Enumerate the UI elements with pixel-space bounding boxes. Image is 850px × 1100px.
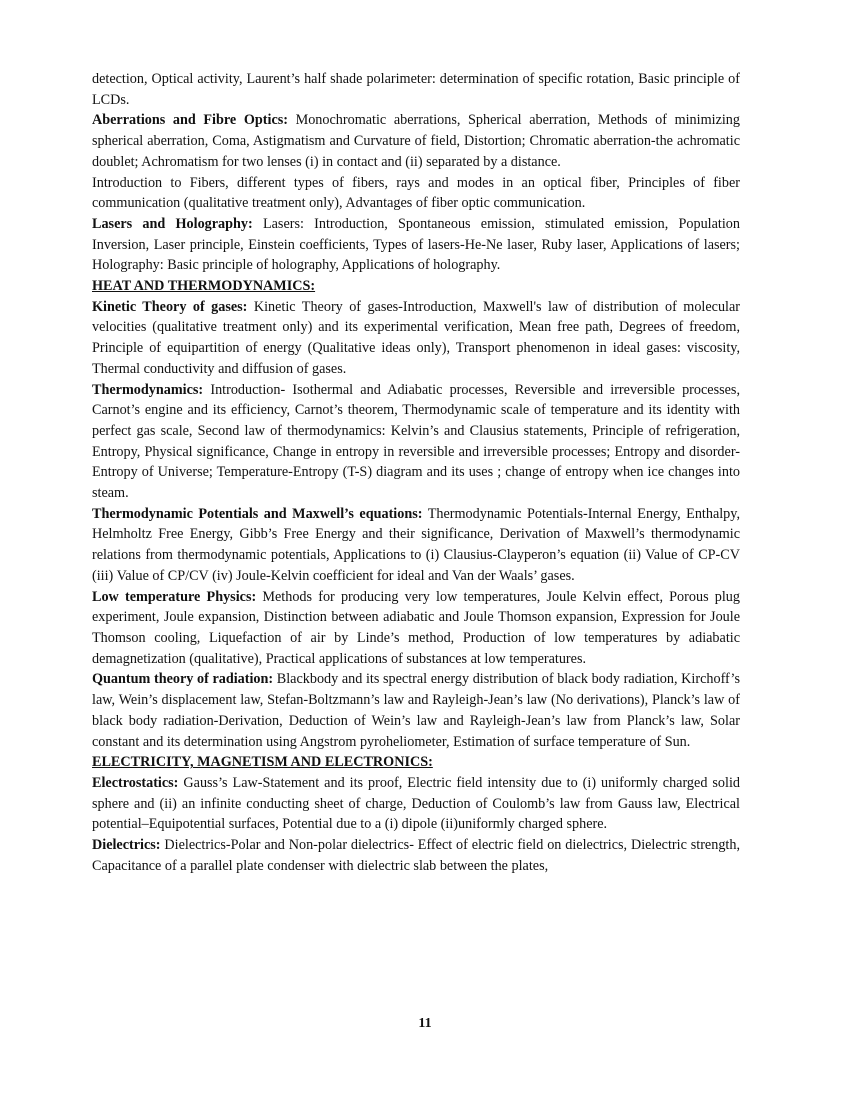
paragraph-thermodynamic-potentials xyxy=(92,504,740,587)
paragraph-dielectrics xyxy=(92,835,740,876)
paragraph-text: Kinetic Theory of gases-Introduction, Maxwell's law of distribution of molecular velocities (qualitative treatment only) and its experimental verification, Mean free path, Degrees of freedom, Principle of equipartition of energy (Qualitative ideas only), Transport phenomenon in ideal gases: viscosity, Thermal conductivity and diffusion of gases. xyxy=(92,298,741,377)
paragraph-text: detection, Optical activity, Laurent’s half shade polarimeter: determination of specific rotation, Basic principle of LCDs. xyxy=(92,71,740,108)
paragraph-fibers xyxy=(92,173,740,214)
paragraph-heading: Thermodynamic Potentials and Maxwell’s equations: xyxy=(92,505,423,522)
paragraph-text: Dielectrics-Polar and Non-polar dielectrics- Effect of electric field on dielectrics, Dielectric strength, Capacitance of a parallel plate condenser with dielectric slab between the plates, xyxy=(92,837,740,874)
paragraph-text: Introduction- Isothermal and Adiabatic processes, Reversible and irreversible processes, Carnot’s engine and its efficiency, Carnot’s theorem, Thermodynamic scale of temperature and its identity with perfect gas scale, Second law of thermodynamics: Kelvin’s and Clausius statements, Principle of refrigeration, Entropy, Physical significance, Change in entropy in reversible and irreversible processes; Entropy and disorder-Entropy of Universe; Temperature-Entropy (T-S) diagram and its uses ; change of entropy when ice changes into steam. xyxy=(92,381,740,502)
paragraph-text: Blackbody and its spectral energy distribution of black body radiation, Kirchoff’s law, Wein’s displacement law, Stefan-Boltzmann’s law and Rayleigh-Jean’s law (No derivations), Planck’s law of black body radiation-Derivation, Deduction of Wein’s law and Rayleigh-Jean’s law from Planck’s law, Solar constant and its determination using Angstrom pyroheliometer, Estimation of surface temperature of Sun. xyxy=(92,671,741,750)
section-heading-electricity-magnetism: ELECTRICITY, MAGNETISM AND ELECTRONICS: xyxy=(92,754,433,771)
paragraph-heading: Low temperature Physics: xyxy=(92,588,257,605)
paragraph-heading: Lasers and Holography: xyxy=(92,215,253,232)
section-heading-heat-thermodynamics: HEAT AND THERMODYNAMICS: xyxy=(92,278,316,295)
paragraph-low-temperature-physics xyxy=(92,587,740,670)
paragraph-lasers-holography xyxy=(92,214,740,276)
paragraph-heading: Thermodynamics: xyxy=(92,381,204,398)
paragraph-text: Lasers: Introduction, Spontaneous emission, stimulated emission, Population Inversion, Laser principle, Einstein coefficients, Types of lasers-He-Ne laser, Ruby laser, Applications of lasers; Holography: Basic principle of holography, Applications of holography. xyxy=(92,215,740,274)
paragraph-thermodynamics xyxy=(92,380,740,504)
paragraph-aberrations-fibre-optics xyxy=(92,110,740,172)
paragraph-kinetic-theory xyxy=(92,297,740,380)
page-number: 11 xyxy=(418,1016,432,1031)
paragraph-heading: Quantum theory of radiation: xyxy=(92,671,274,688)
paragraph-text: Monochromatic aberrations, Spherical aberration, Methods of minimizing spherical aberration, Coma, Astigmatism and Curvature of field, Distortion; Chromatic aberration-the achromatic doublet; Achromatism for two lenses (i) in contact and (ii) separated by a distance. xyxy=(92,112,740,170)
paragraph-polarimetry xyxy=(92,69,740,110)
paragraph-heading: Dielectrics: xyxy=(92,837,161,854)
paragraph-text: Thermodynamic Potentials-Internal Energy, Enthalpy, Helmholtz Free Energy, Gibb’s Free Energy and their significance, Derivation of Maxwell’s thermodynamic relations from thermodynamic potentials, Applications to (i) Clausius-Clayperon’s equation (ii) Value of CP-CV (iii) Value of CP/CV (iv) Joule-Kelvin coefficient for ideal and Van der Waals’ gases. xyxy=(92,505,740,584)
paragraph-heading: Electrostatics: xyxy=(92,774,179,791)
paragraph-text: Gauss’s Law-Statement and its proof, Electric field intensity due to (i) uniformly charged solid sphere and (ii) an infinite conducting sheet of charge, Deduction of Coulomb’s law from Gauss law, Electrical potential–Equipotential surfaces, Potential due to a (i) dipole (ii)uniformly charged sphere. xyxy=(92,774,740,833)
paragraph-heading: Kinetic Theory of gases: xyxy=(92,298,248,315)
document-body xyxy=(92,69,740,876)
paragraph-text: Methods for producing very low temperatures, Joule Kelvin effect, Porous plug experiment, Joule expansion, Distinction between adiabatic and Joule Thomson expansion, Expression for Joule Thomson cooling, Liquefaction of air by Linde’s method, Production of low temperatures by adiabatic demagnetization (qualitative), Practical applications of substances at low temperatures. xyxy=(92,588,740,667)
paragraph-electrostatics xyxy=(92,773,740,835)
paragraph-text: Introduction to Fibers, different types of fibers, rays and modes in an optical fiber, Principles of fiber communication (qualitative treatment only), Advantages of fiber optic communication. xyxy=(92,174,740,212)
paragraph-quantum-theory-radiation xyxy=(92,669,740,752)
paragraph-heading: Aberrations and Fibre Optics: xyxy=(92,112,288,129)
